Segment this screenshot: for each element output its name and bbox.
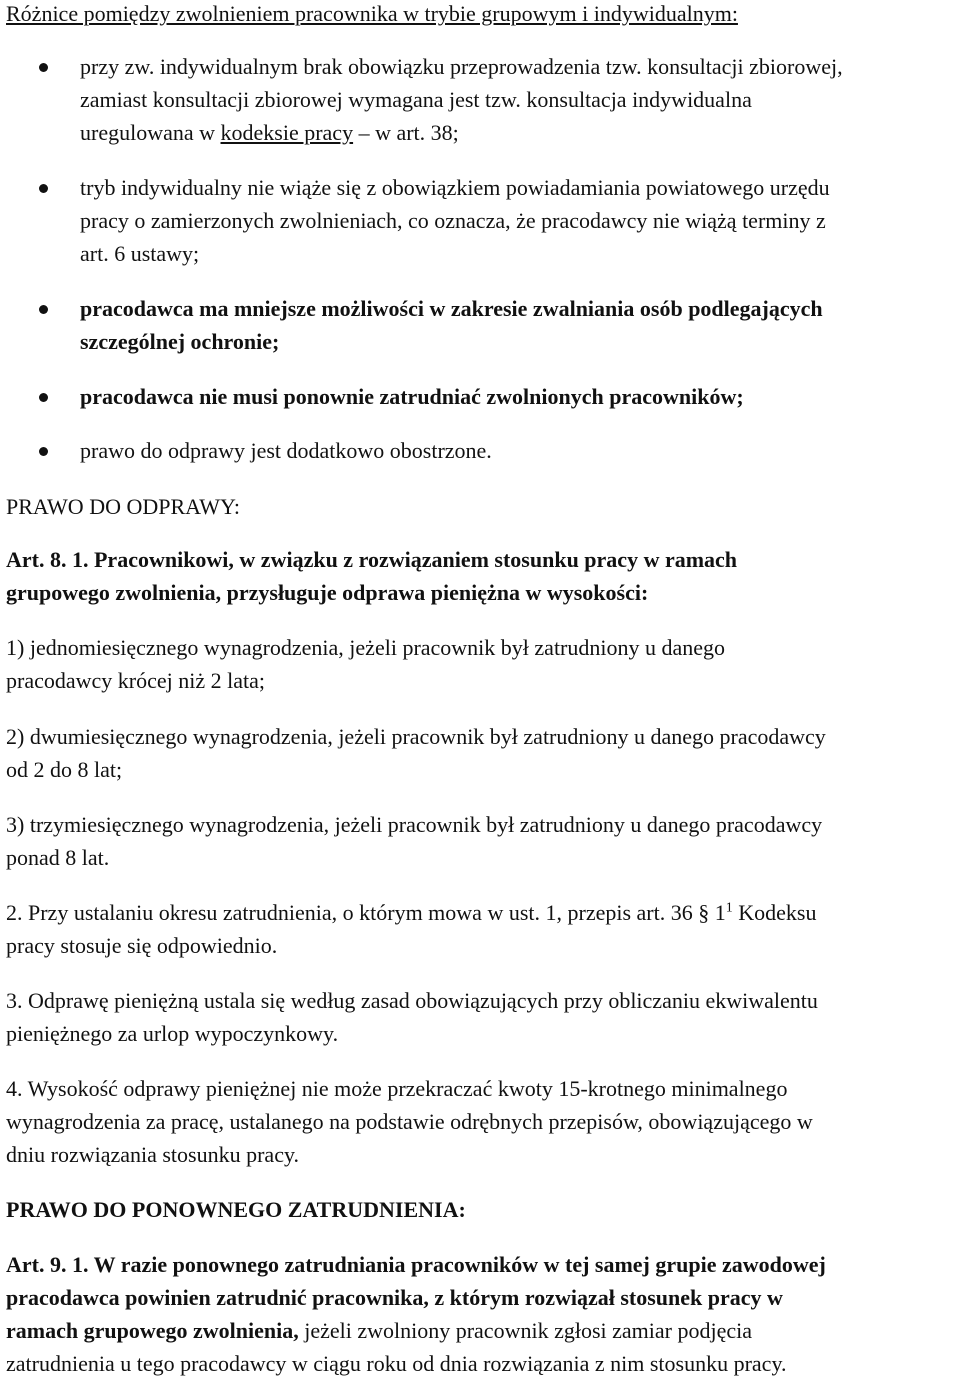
reemployment-heading: PRAWO DO PONOWNEGO ZATRUDNIENIA: — [6, 1197, 466, 1222]
severance-item-2: 2) dwumiesięcznego wynagrodzenia, jeżeli pracownik był zatrudniony u danego pracodawcy od 2 do 8 lat; — [6, 724, 826, 782]
list-item-text: pracodawca nie musi ponownie zatrudniać zwolnionych pracowników; — [80, 384, 744, 409]
article-8-paragraph-3: 3. Odprawę pieniężną ustala się według zasad obowiązujących przy obliczaniu ekwiwalentu pieniężnego za urlop wypoczynkowy. — [6, 988, 818, 1046]
page-title: Różnice pomiędzy zwolnieniem pracownika w trybie grupowym i indywidualnym: — [6, 1, 738, 26]
bullet-icon — [39, 184, 48, 193]
bullet-icon — [39, 447, 48, 456]
article-8-paragraph-2: 2. Przy ustalaniu okresu zatrudnienia, o którym mowa w ust. 1, przepis art. 36 § $1^1$ Kodeksu pracy stosuje się odpowiednio. — [6, 900, 817, 958]
severance-item-1: 1) jednomiesięcznego wynagrodzenia, jeżeli pracownik był zatrudniony u danego pracodawcy krócej niż 2 lata; — [6, 635, 726, 693]
bullet-icon — [39, 305, 48, 314]
bullet-icon — [39, 393, 48, 402]
severance-item-3: 3) trzymiesięcznego wynagrodzenia, jeżeli pracownik był zatrudniony u danego pracodawcy ponad 8 lat. — [6, 812, 823, 870]
article-9-paragraph-1: Art. 9. 1. W razie ponownego zatrudniania pracowników w tej samej grupie zawodowej pracodawca powinien zatrudnić pracownika, z którym rozwiązał stosunek pracy w ramach grupowego zwolnienia, jeżeli zwolniony pracownik zgłosi zamiar podjęcia zatrudnienia u tego pracodawcy w ciągu roku od dnia rozwiązania z nim stosunku pracy. — [6, 1252, 826, 1376]
severance-heading: PRAWO DO ODPRAWY: — [6, 494, 241, 519]
kodeks-pracy-link[interactable]: kodeksie pracy — [220, 120, 354, 145]
list-item-text: tryb indywidualny nie wiąże się z obowiązkiem powiadamiania powiatowego urzędu pracy o zamierzonych zwolnieniach, co oznacza, że pracodawcy nie wiążą terminy z art. 6 ustawy; — [80, 175, 830, 266]
list-item-text: przy zw. indywidualnym brak obowiązku przeprowadzenia tzw. konsultacji zbiorowej, zamiast konsultacji zbiorowej wymagana jest tzw. konsultacja indywidualna uregulowana w kodeksie pracy – w art. 38; — [80, 54, 843, 145]
article-8-paragraph-4: 4. Wysokość odprawy pieniężnej nie może przekraczać kwoty 15-krotnego minimalnego wynagrodzenia za pracę, ustalanego na podstawie odrębnych przepisów, obowiązującego w dniu rozwiązania stosunku pracy. — [6, 1076, 813, 1167]
list-item-text: prawo do odprawy jest dodatkowo obostrzone. — [80, 438, 492, 463]
article-8-paragraph-1: Art. 8. 1. Pracownikowi, w związku z rozwiązaniem stosunku pracy w ramach grupowego zwolnienia, przysługuje odprawa pieniężna w wysokości: — [6, 547, 738, 605]
list-item-text: pracodawca ma mniejsze możliwości w zakresie zwalniania osób podlegających szczególnej ochronie; — [80, 296, 823, 354]
bullet-icon — [39, 63, 48, 72]
